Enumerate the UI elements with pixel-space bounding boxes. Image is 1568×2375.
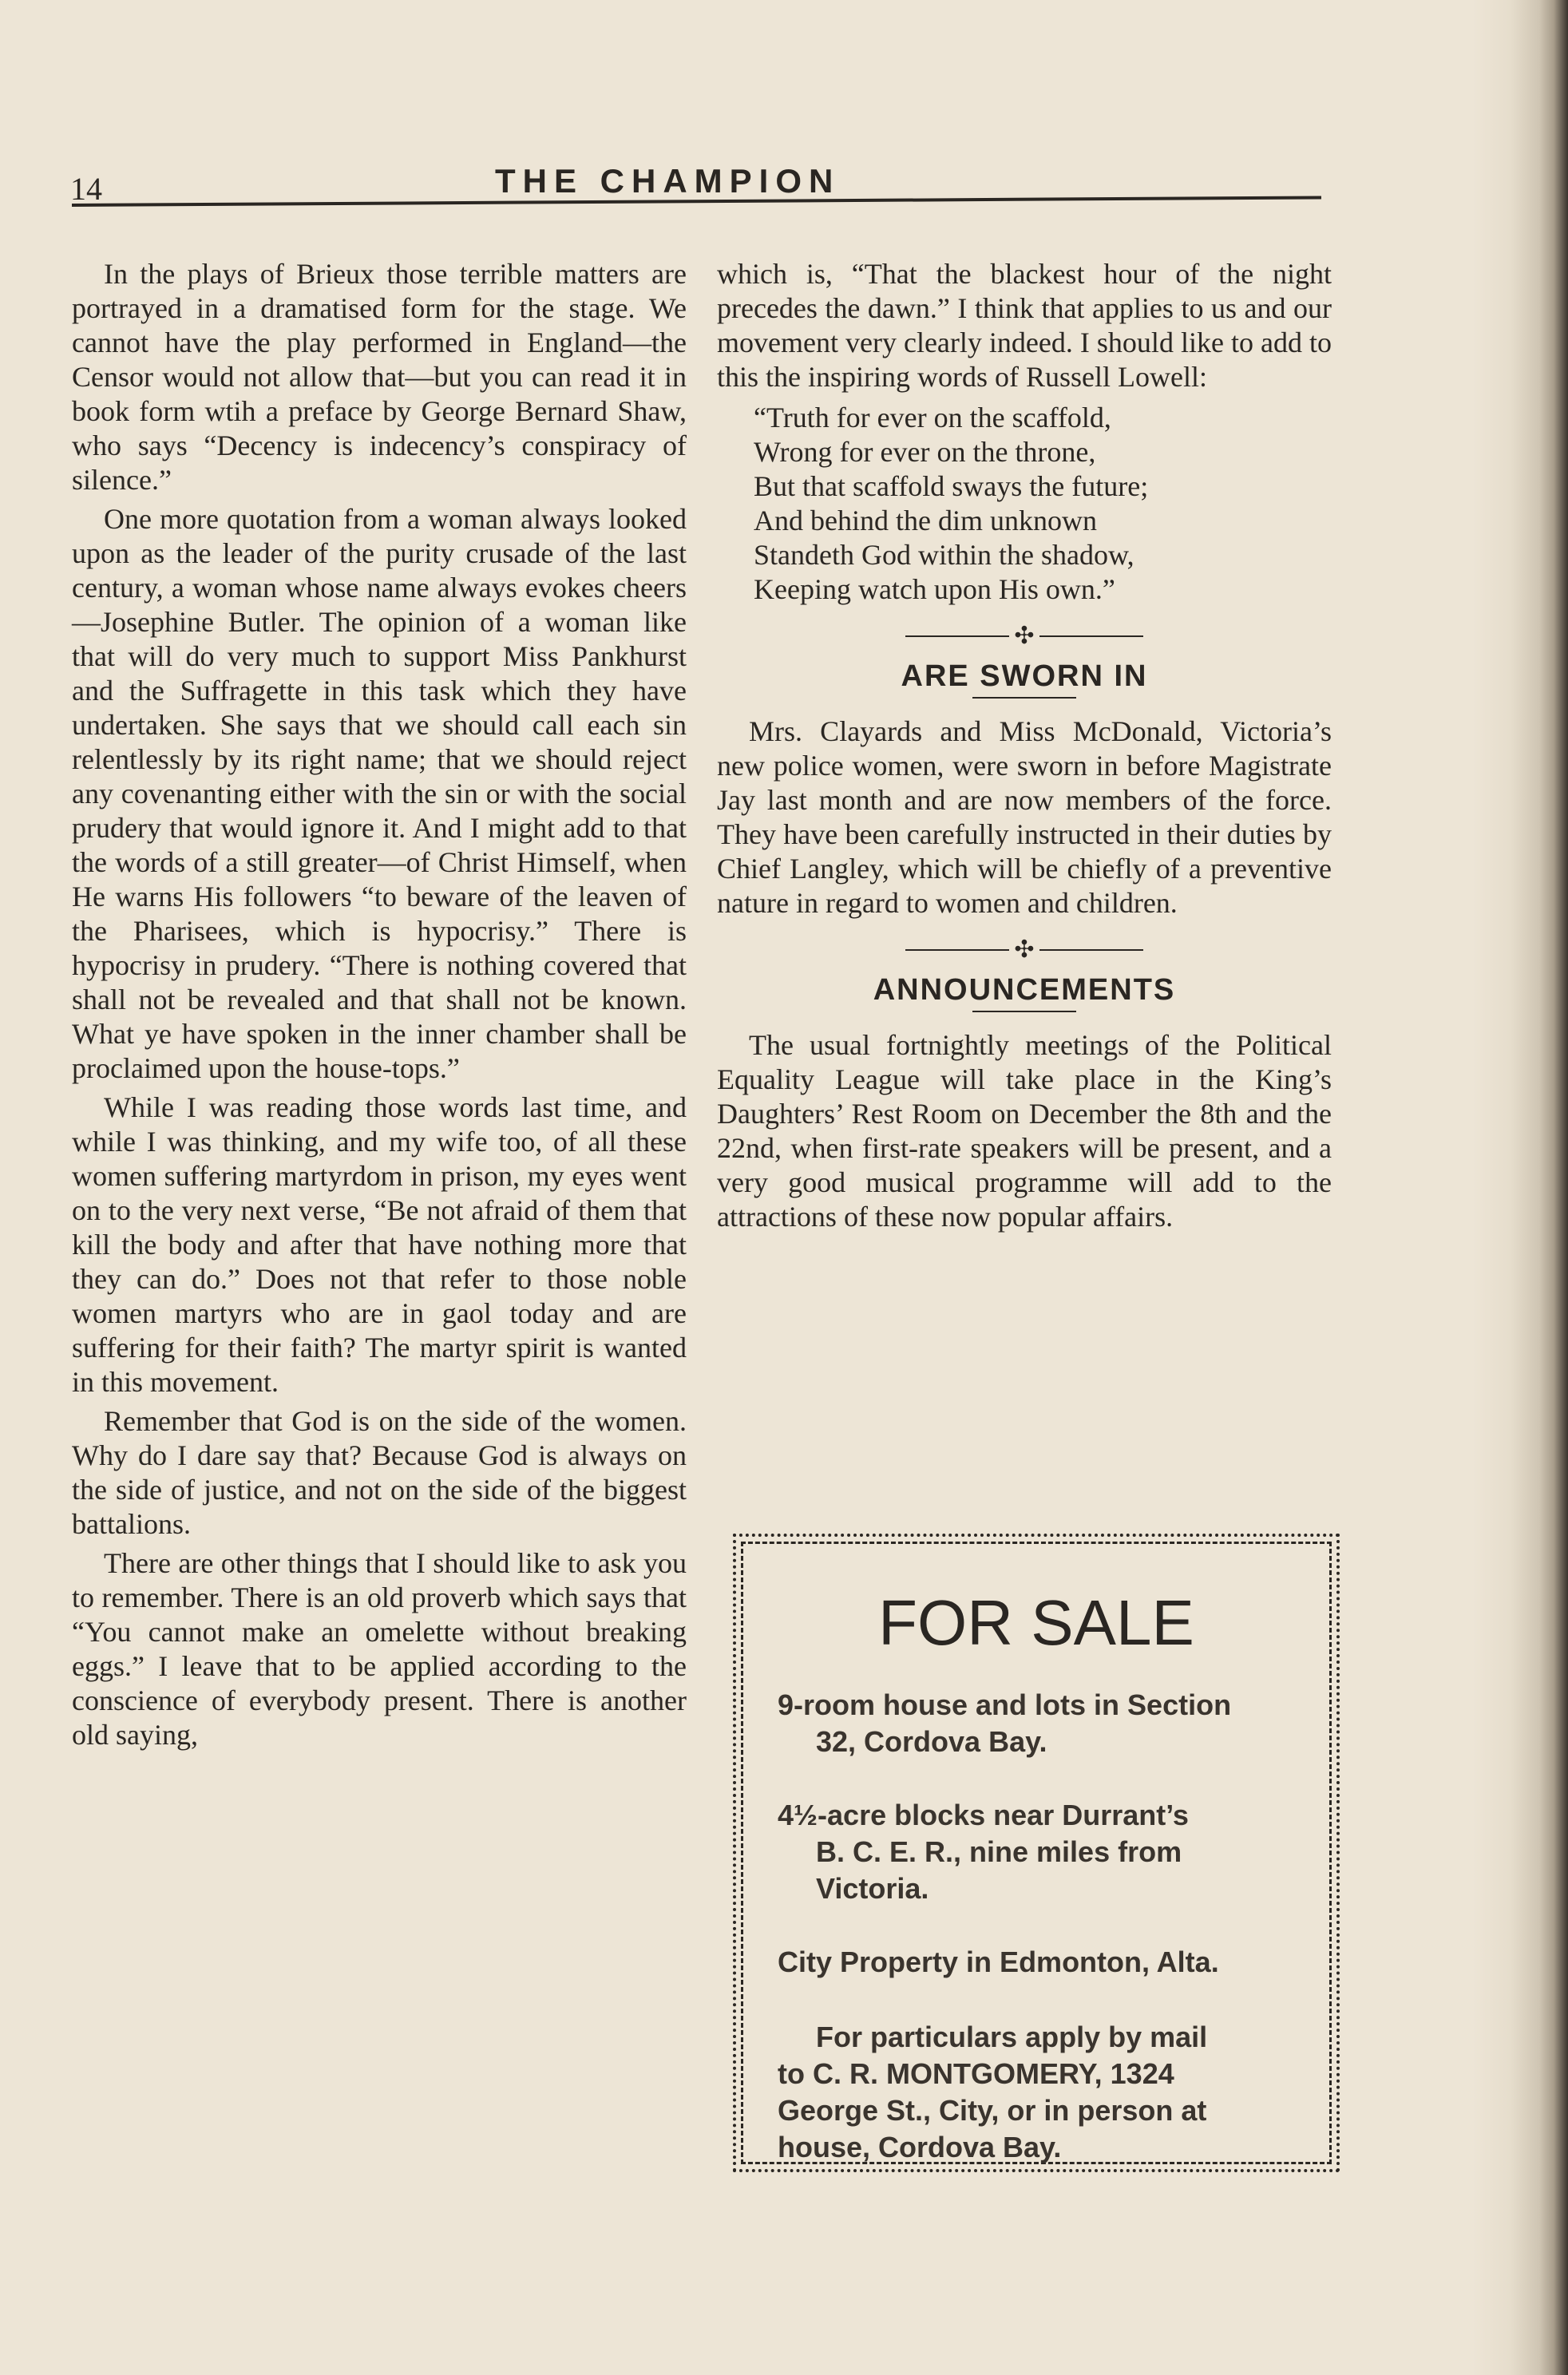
- ad-line: B. C. E. R., nine miles from: [816, 1835, 1182, 1868]
- ad-line: 4½-acre blocks near Durrant’s: [778, 1799, 1189, 1831]
- section-divider: [717, 623, 1332, 648]
- ad-line: For particulars apply by mail: [816, 2021, 1208, 2053]
- page-edge-shadow: [1472, 0, 1568, 2375]
- paragraph: Mrs. Clayards and Miss McDonald, Victoria’s new police women, were sworn in before Magistrate Jay last month and are now members of the force. They have been carefully instructed in their duties by Chief Langley, which will be chiefly of a preventive nature in regard to women and children.: [717, 715, 1332, 920]
- paragraph: The usual fortnightly meetings of the Political Equality League will take place in the King’s Daughters’ Rest Room on December the 8th and the 22nd, when first-rate speakers will be present, and a very good musical programme will add to the attractions of these now popular affairs.: [717, 1029, 1332, 1233]
- fleuron-icon: ✣: [1014, 936, 1035, 964]
- poem-line: Wrong for ever on the throne,: [754, 436, 1096, 468]
- page-number: 14: [70, 171, 102, 207]
- poem-line: Keeping watch upon His own.”: [754, 573, 1115, 605]
- ad-line: Victoria.: [816, 1872, 929, 1905]
- ad-line: to C. R. MONTGOMERY, 1324: [778, 2057, 1174, 2090]
- paragraph: One more quotation from a woman always looked upon as the leader of the purity crusade of the last century, a woman whose name always evokes cheers—Josephine Butler. The opinion of a woman like that will do very much to support Miss Pankhurst and the Suffragette in this task which they have undertaken. She says that we should call each sin relentlessly by its right name; that we should reject any covenanting either with the sin or with the social prudery that would ignore it. And I might add to that the words of a still greater—of Christ Himself, when He warns His followers “to beware of the leaven of the Pharisees, which is hypocrisy.” There is hypocrisy in prudery. “There is nothing covered that shall not be revealed and that shall not be known. What ye have spoken in the inner chamber shall be proclaimed upon the house-tops.”: [72, 503, 687, 1084]
- poem-line: Standeth God within the shadow,: [754, 539, 1134, 571]
- paragraph: which is, “That the blackest hour of the night precedes the dawn.” I think that applies to us and our movement very clearly indeed. I should like to add to this the inspiring words of Russell Lowell:: [717, 258, 1332, 393]
- section-heading-sworn-in: ARE SWORN IN: [901, 659, 1148, 694]
- ad-title: FOR SALE: [878, 1587, 1194, 1658]
- ad-line: 9-room house and lots in Section: [778, 1688, 1232, 1721]
- section-divider: [717, 936, 1332, 962]
- ad-item-acre-blocks: [778, 1797, 1305, 1907]
- paragraph: While I was reading those words last time, and while I was thinking, and my wife too, of all these women suffering martyrdom in prison, my eyes went on to the very next verse, “Be not afraid of them that kill the body and after that have nothing more that they can do.” Does not that refer to those noble women martyrs who are in gaol today and are suffering for their faith? The martyr spirit is wanted in this movement.: [72, 1091, 687, 1398]
- poem-line: And behind the dim unknown: [754, 505, 1097, 536]
- ad-line: 32, Cordova Bay.: [816, 1725, 1047, 1758]
- paragraph: In the plays of Brieux those terrible matters are portrayed in a dramatised form for the stage. We cannot have the play performed in England—the Censor would not allow that—but you can read it in book form wtih a preface by George Bernard Shaw, who says “Decency is indecency’s conspiracy of silence.”: [72, 258, 687, 496]
- poem: [754, 401, 1332, 607]
- poem-line: “Truth for ever on the scaffold,: [754, 402, 1111, 433]
- heading-underline: [972, 697, 1076, 699]
- paragraph: There are other things that I should like to ask you to remember. There is an old proverb which says that “You cannot make an omelette without breaking eggs.” I leave that to be applied according to the conscience of everybody present. There is another old saying,: [72, 1547, 687, 1751]
- poem-line: But that scaffold sways the future;: [754, 470, 1149, 502]
- left-column: [72, 257, 687, 1757]
- ad-line: George St., City, or in person at: [778, 2094, 1207, 2127]
- heading-underline: [972, 1011, 1076, 1012]
- section-heading-announcements: ANNOUNCEMENTS: [873, 973, 1176, 1007]
- for-sale-advertisement: [733, 1534, 1340, 2172]
- fleuron-icon: ✣: [1014, 623, 1035, 650]
- ad-line: house, Cordova Bay.: [778, 2131, 1062, 2163]
- ad-item-house: [778, 1687, 1305, 1760]
- ad-item-edmonton: [778, 1944, 1305, 1981]
- right-column: [717, 257, 1332, 1239]
- paragraph: Remember that God is on the side of the women. Why do I dare say that? Because God is always on the side of justice, and not on the side of the biggest battalions.: [72, 1405, 687, 1540]
- ad-line: City Property in Edmonton, Alta.: [778, 1946, 1219, 1978]
- ad-item-contact: [778, 2019, 1305, 2166]
- running-title: THE CHAMPION: [495, 162, 841, 200]
